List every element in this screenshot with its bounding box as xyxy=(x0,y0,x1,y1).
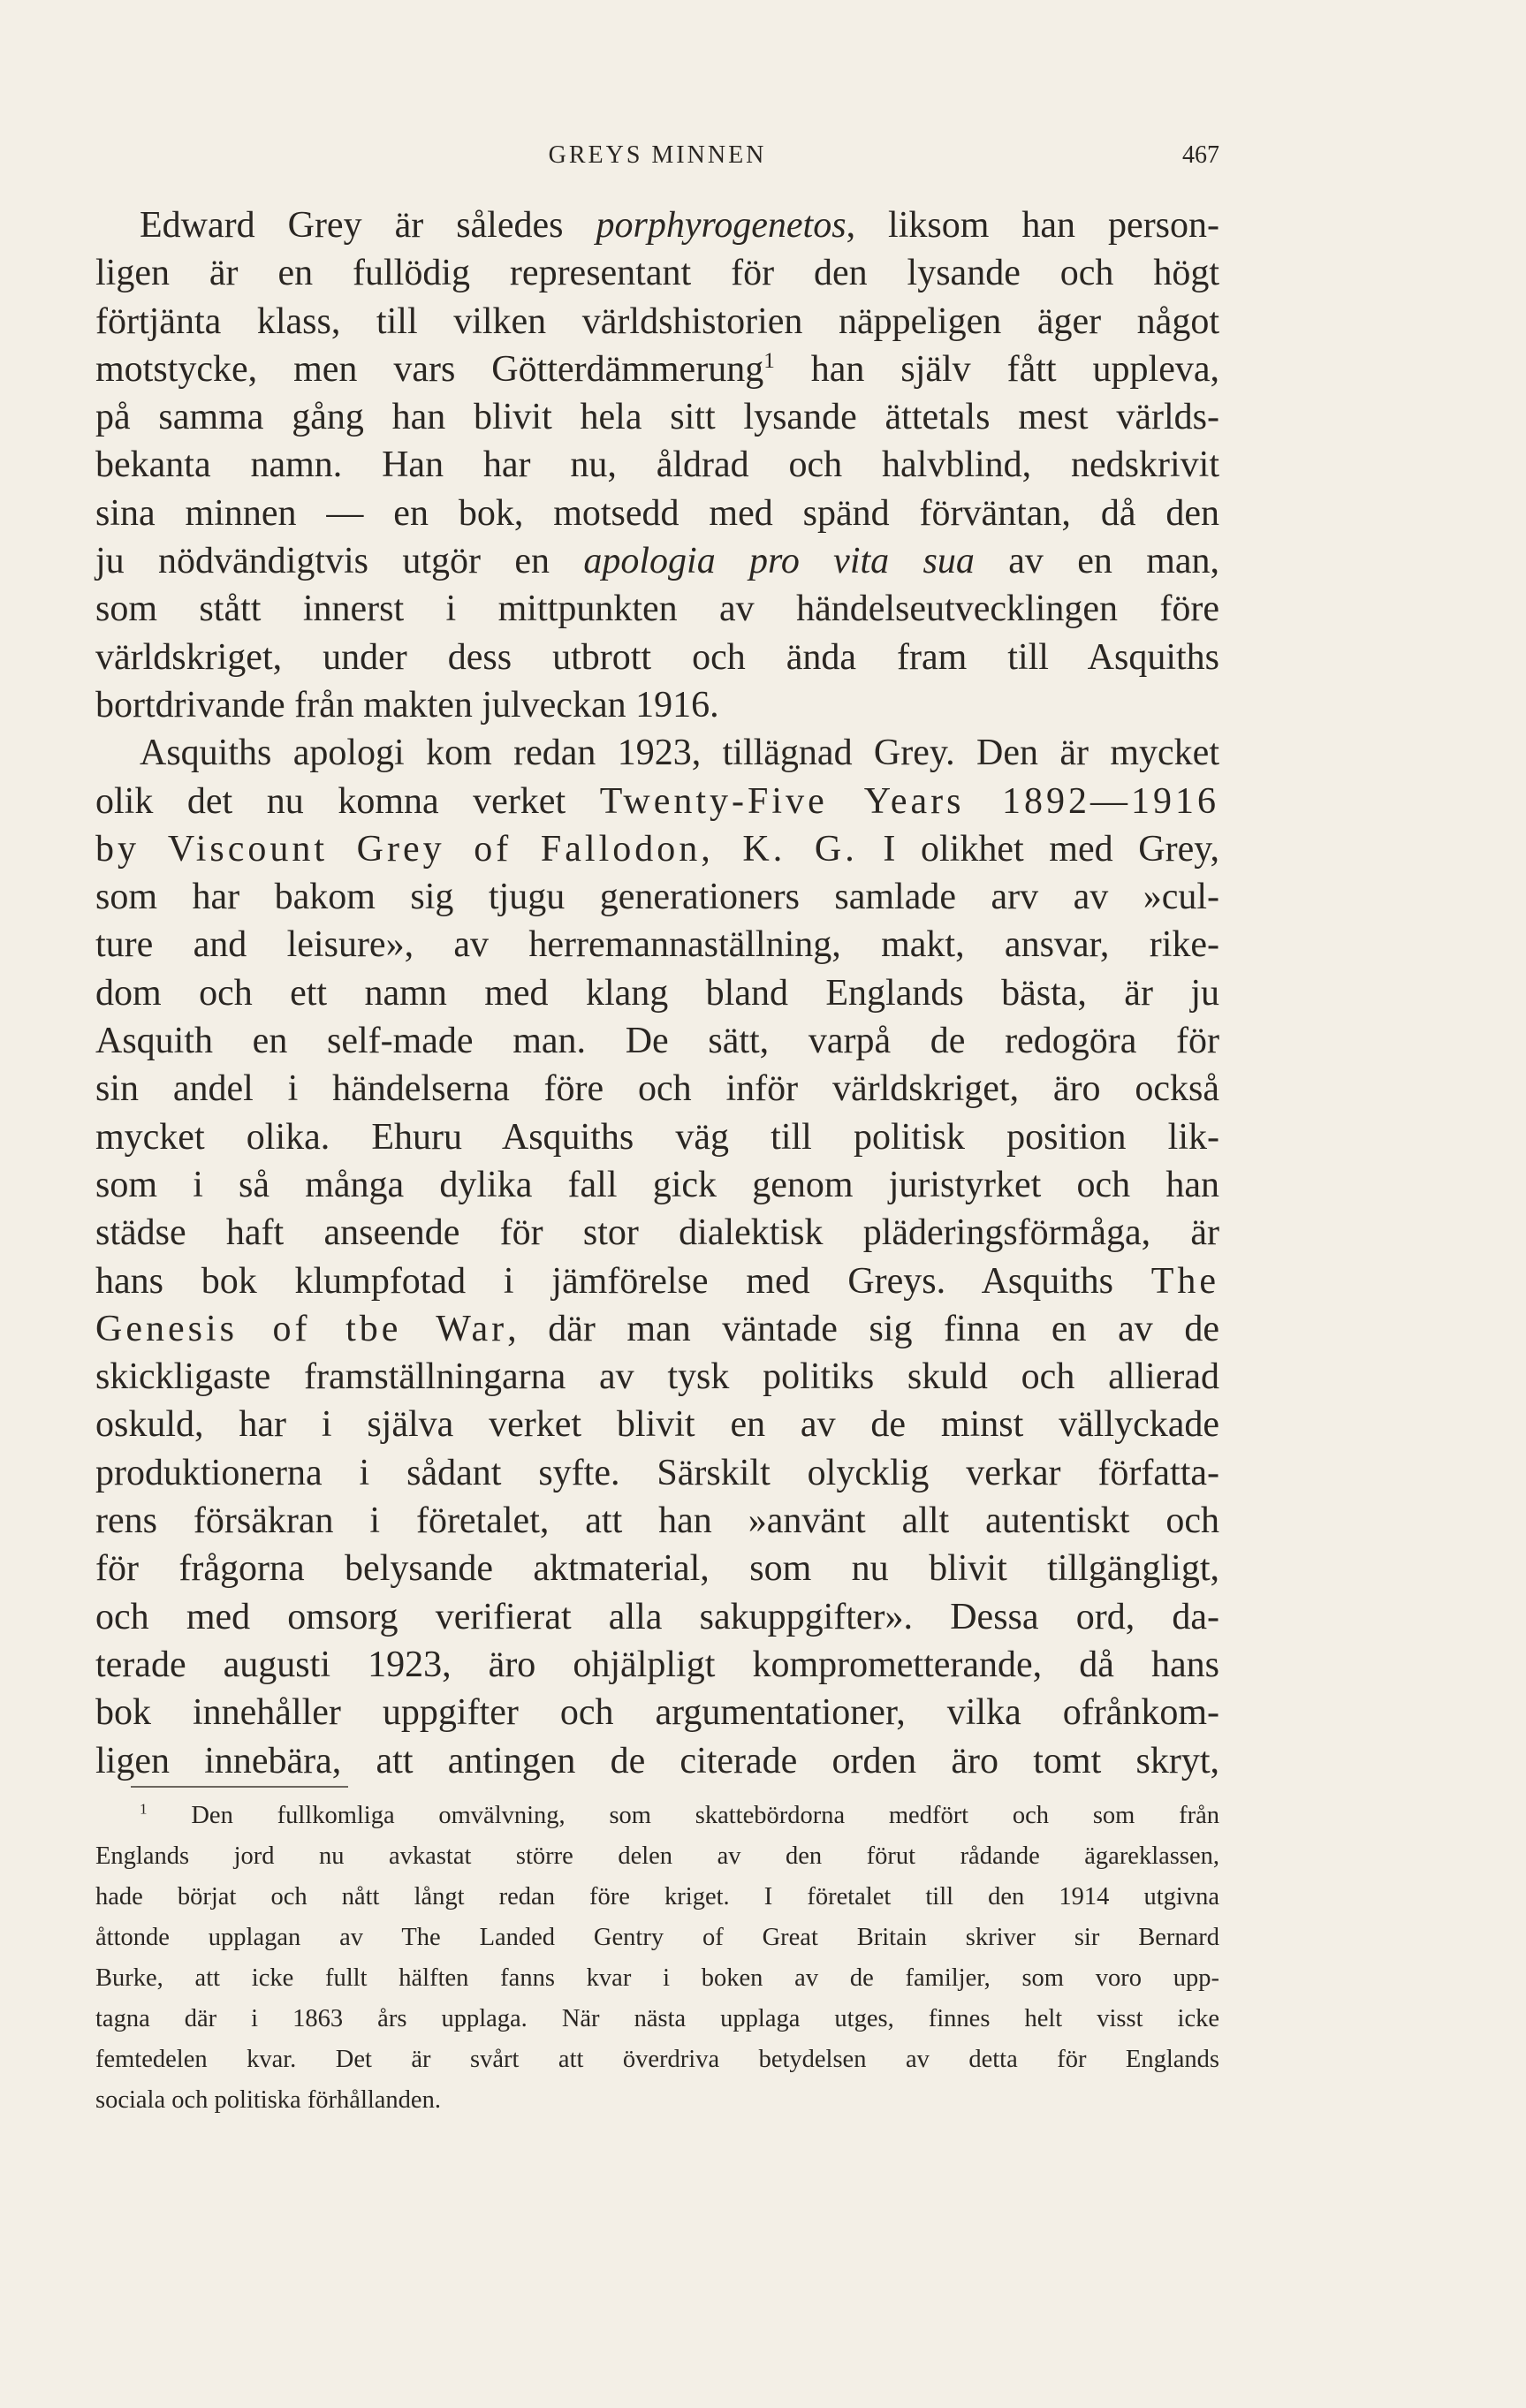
text-line: terade augusti 1923, äro ohjälpligt komprometterande, då hans xyxy=(95,1644,1219,1685)
main-text xyxy=(95,201,1219,1785)
text-line: och med omsorg verifierat alla sakuppgifter». Dessa ord, da- xyxy=(95,1596,1219,1637)
footnote-divider xyxy=(131,1786,348,1788)
text-line: bortdrivande från makten julveckan 1916. xyxy=(95,684,719,725)
text-line: skickligaste framställningarna av tysk politiks skuld och allierad xyxy=(95,1356,1219,1398)
text-line: mycket olika. Ehuru Asquiths väg till politisk position lik- xyxy=(95,1116,1219,1158)
text-line: på samma gång han blivit hela sitt lysande ättetals mest världs- xyxy=(95,397,1219,438)
text-line: ju nödvändigtvis utgör en apologia pro vita sua av en man, xyxy=(95,541,1219,582)
footnote-line: hade börjat och nått långt redan före kriget. I företalet till den 1914 utgivna xyxy=(95,1883,1219,1910)
paragraph xyxy=(95,201,1219,729)
running-header xyxy=(95,141,1219,177)
text-line: ligen innebära, att antingen de citerade orden äro tomt skryt, xyxy=(95,1740,1219,1781)
italic-term: porphyrogenetos xyxy=(596,205,847,246)
text-line: by Viscount Grey of Fallodon, K. G. I olikhet med Grey, xyxy=(95,828,1219,870)
text-line: städse haft anseende för stor dialektisk pläderingsförmåga, är xyxy=(95,1212,1219,1254)
text-line: som stått innerst i mittpunkten av händelseutvecklingen före xyxy=(95,589,1219,630)
text-line: oskuld, har i själva verket blivit en av de minst vällyckade xyxy=(95,1404,1219,1446)
page-number: 467 xyxy=(1182,141,1219,169)
text-line: bekanta namn. Han har nu, åldrad och halvblind, nedskrivit xyxy=(95,444,1219,486)
text-line: förtjänta klass, till vilken världshistorien näppeligen äger något xyxy=(95,300,1219,342)
text-line: Asquith en self-made man. De sätt, varpå de redogöra för xyxy=(95,1021,1219,1062)
footnote-line: sociala och politiska förhållanden. xyxy=(95,2086,441,2114)
text-line: olik det nu komna verket Twenty-Five Years 1892—1916 xyxy=(95,780,1220,822)
text-line: Genesis of tbe War, där man väntade sig finna en av de xyxy=(95,1308,1219,1349)
text-line: Edward Grey är således porphyrogenetos, liksom han person- xyxy=(140,205,1220,246)
text-line: som i så många dylika fall gick genom juristyrket och han xyxy=(95,1164,1219,1205)
italic-term: apologia pro vita sua xyxy=(583,541,975,582)
text-line: världskriget, under dess utbrott och ända fram till Asquiths xyxy=(95,636,1219,678)
text-line: bok innehåller uppgifter och argumentationer, vilka ofrånkom- xyxy=(95,1692,1219,1734)
text-line: Asquiths apologi kom redan 1923, tillägnad Grey. Den är mycket xyxy=(140,733,1219,774)
text-line: ligen är en fullödig representant för den lysande och högt xyxy=(95,253,1219,294)
footnote-line: $^1$ Den fullkomliga omvälvning, som skattebördorna medfört och som från xyxy=(140,1800,1220,1829)
text-line: motstycke, men vars Götterdämmerung$^1$ han själv fått uppleva, xyxy=(95,348,1220,390)
text-line: sina minnen — en bok, motsedd med spänd förväntan, då den xyxy=(95,492,1219,534)
footnote-line: Englands jord nu avkastat större delen av den förut rådande ägareklassen, xyxy=(95,1842,1219,1870)
spaced-title: Genesis of tbe War xyxy=(95,1308,508,1349)
text-line: produktionerna i sådant syfte. Särskilt olycklig verkar författa- xyxy=(95,1452,1219,1493)
text-line: för frågorna belysande aktmaterial, som nu blivit tillgängligt, xyxy=(95,1548,1219,1590)
footnote-line: Burke, att icke fullt hälften fanns kvar i boken av de familjer, som voro upp- xyxy=(95,1964,1219,1992)
footnote-line: tagna där i 1863 års upplaga. När nästa upplaga utges, finnes helt visst icke xyxy=(95,2005,1219,2032)
text-line: sin andel i händelserna före och inför världskriget, äro också xyxy=(95,1068,1219,1110)
footnote-line: åttonde upplagan av The Landed Gentry of Great Britain skriver sir Bernard xyxy=(95,1924,1219,1951)
footnote-line: femtedelen kvar. Det är svårt att överdriva betydelsen av detta för Englands xyxy=(95,2046,1219,2073)
spaced-title: by Viscount Grey of Fallodon, K. G. xyxy=(95,828,858,870)
running-title: GREYS MINNEN xyxy=(548,141,767,169)
text-line: som har bakom sig tjugu generationers samlade arv av »cul- xyxy=(95,877,1219,918)
footnote-marker: 1 xyxy=(140,1800,148,1818)
text-line: dom och ett namn med klang bland Englands bästa, är ju xyxy=(95,972,1219,1014)
text-line: hans bok klumpfotad i jämförelse med Greys. Asquiths The xyxy=(95,1260,1219,1302)
spaced-title: The xyxy=(1150,1260,1219,1302)
footnote xyxy=(95,1796,1219,2121)
text-line: ture and leisure», av herremannaställning, makt, ansvar, rike- xyxy=(95,924,1219,966)
footnote-ref: 1 xyxy=(763,348,775,373)
paragraph xyxy=(95,729,1219,1785)
text-line: rens försäkran i företalet, att han »använt allt autentiskt och xyxy=(95,1500,1219,1542)
spaced-title: Twenty-Five Years 1892—1916 xyxy=(599,780,1220,822)
